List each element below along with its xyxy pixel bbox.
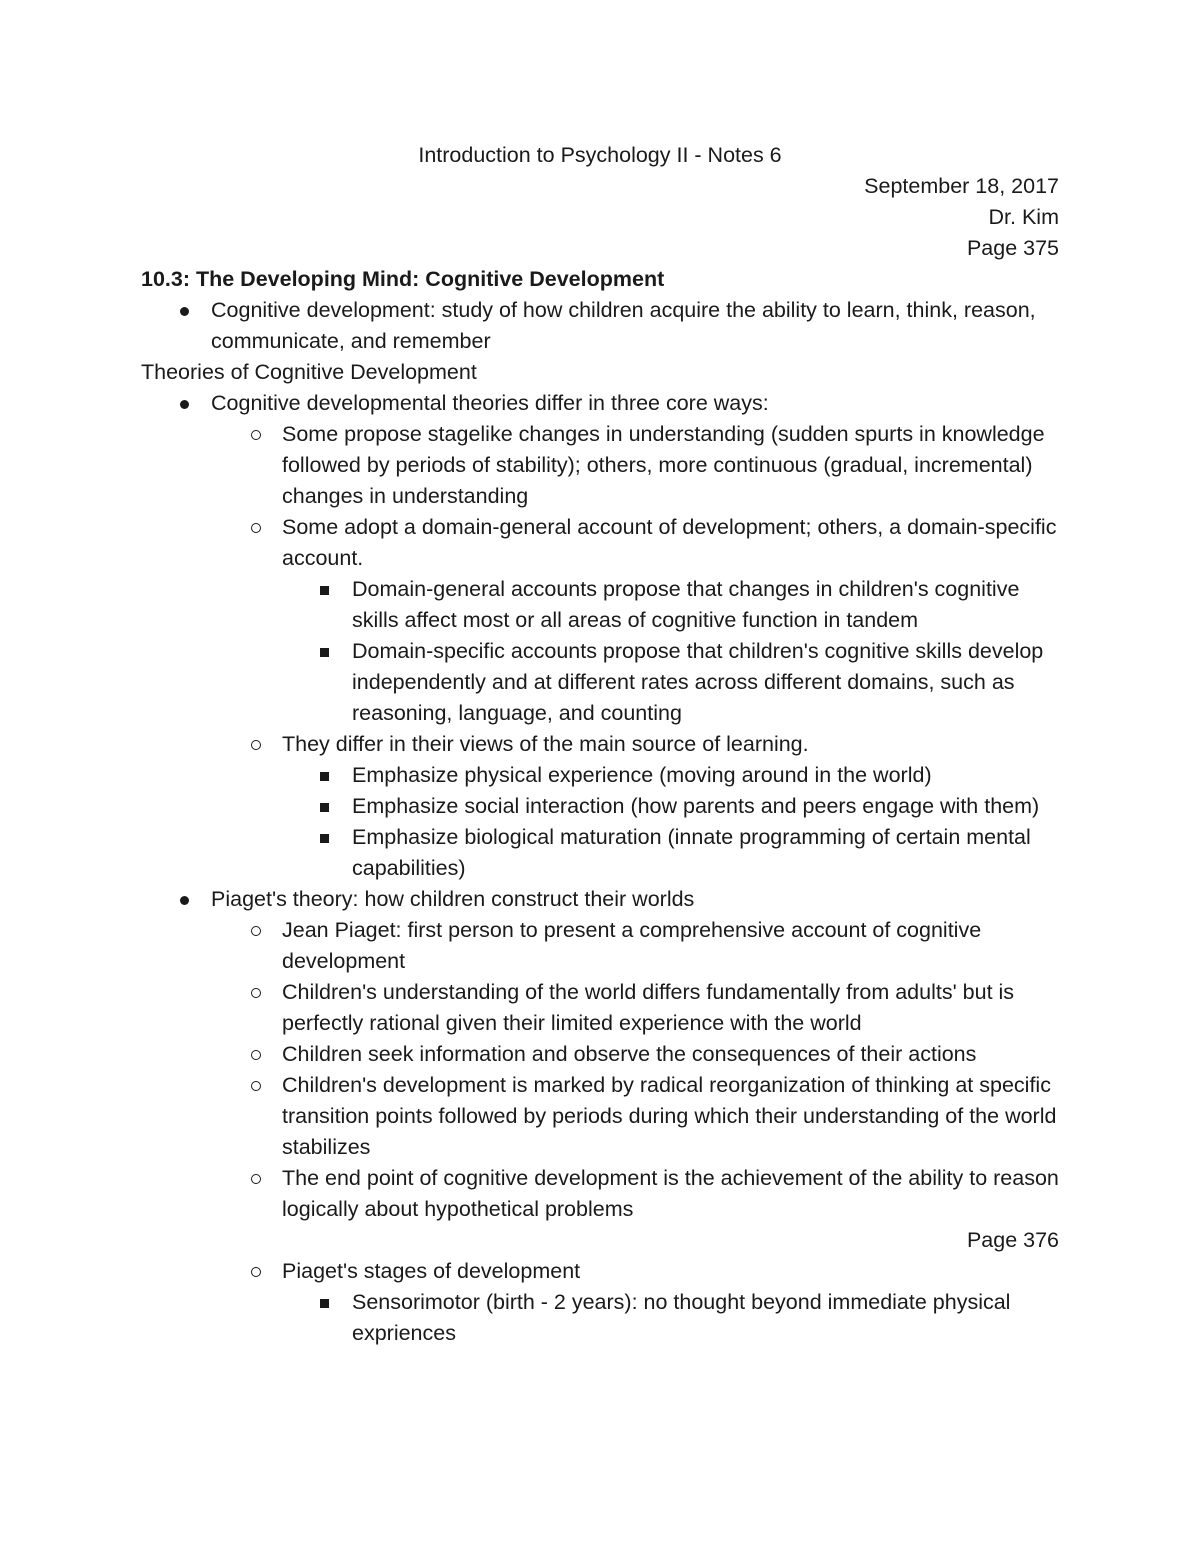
hollow-bullet-icon [251,1174,261,1184]
page-number: Page 375 [966,236,1059,260]
list-item-text: Emphasize social interaction (how parents and peers engage with them) [352,794,1040,818]
hollow-bullet-icon [251,430,261,440]
stages-container [141,1256,1059,1349]
list-item-text: Children's development is marked by radical reorganization of thinking at specific transition points followed by periods during which their understanding of the world stabilizes [282,1073,1057,1159]
list-item-text: Piaget's stages of development [282,1259,581,1283]
notes-body [141,140,1059,1349]
intro-list [141,295,1059,357]
list-item-text: Domain-specific accounts propose that children's cognitive skills develop independently and at different rates across different domains, such as reasoning, language, and counting [352,639,1044,725]
list-item [211,1070,1059,1163]
square-bullet-icon [320,803,329,812]
list-item-text: Children's understanding of the world differs fundamentally from adults' but is perfectly rational given their limited experience with the world [282,980,1015,1035]
list-item [211,1256,1059,1349]
page-number: Page 376 [966,1228,1059,1252]
document-date: September 18, 2017 [864,174,1059,198]
list-item [282,574,1059,636]
list-item-text: Cognitive development: study of how children acquire the ability to learn, think, reason, communicate, and remember [211,298,1036,353]
stages-wrapper [141,1256,1059,1349]
filled-bullet-icon [180,896,189,905]
list-item [282,791,1059,822]
list-item-text: Emphasize biological maturation (innate programming of certain mental capabilities) [352,825,1031,880]
hollow-bullet-icon [251,523,261,533]
list-item [141,884,1059,1225]
square-bullet-icon [320,834,329,843]
theories-list [141,388,1059,1225]
list-item [282,1287,1059,1349]
square-bullet-icon [320,1299,329,1308]
sub-sub-list [282,574,1059,729]
list-item-text: Children seek information and observe the consequences of their actions [282,1042,977,1066]
square-bullet-icon [320,648,329,657]
list-item-text: The end point of cognitive development is the achievement of the ability to reason logically about hypothetical problems [282,1166,1059,1221]
sub-sub-list [282,1287,1059,1349]
subheading: Theories of Cognitive Development [141,360,477,384]
list-item [211,977,1059,1039]
document-title: Introduction to Psychology II - Notes 6 [418,143,782,167]
square-bullet-icon [320,586,329,595]
sub-list [141,1256,1059,1349]
list-item [141,388,1059,884]
list-item-text: Piaget's theory: how children construct their worlds [211,887,695,911]
filled-bullet-icon [180,307,189,316]
list-item [282,636,1059,729]
list-item [211,419,1059,512]
list-item-text: They differ in their views of the main source of learning. [282,732,809,756]
sub-sub-list [282,760,1059,884]
list-item [282,822,1059,884]
sub-list [211,419,1059,884]
list-item-text: Jean Piaget: first person to present a comprehensive account of cognitive development [282,918,982,973]
sub-list [211,915,1059,1225]
list-item [211,729,1059,884]
filled-bullet-icon [180,400,189,409]
hollow-bullet-icon [251,988,261,998]
hollow-bullet-icon [251,1267,261,1277]
list-item-text: Sensorimotor (birth - 2 years): no thought beyond immediate physical expriences [352,1290,1011,1345]
list-item [211,1163,1059,1225]
list-item [282,760,1059,791]
hollow-bullet-icon [251,1050,261,1060]
hollow-bullet-icon [251,926,261,936]
list-item-text: Some adopt a domain-general account of development; others, a domain-specific account. [282,515,1057,570]
square-bullet-icon [320,772,329,781]
hollow-bullet-icon [251,1081,261,1091]
list-item [211,1039,1059,1070]
list-item-text: Emphasize physical experience (moving around in the world) [352,763,932,787]
hollow-bullet-icon [251,740,261,750]
list-item-text: Cognitive developmental theories differ in three core ways: [211,391,769,415]
list-item [141,295,1059,357]
list-item [211,512,1059,729]
list-item-text: Domain-general accounts propose that changes in children's cognitive skills affect most or all areas of cognitive function in tandem [352,577,1020,632]
list-item-text: Some propose stagelike changes in understanding (sudden spurts in knowledge followed by periods of stability); others, more continuous (gradual, incremental) changes in understanding [282,422,1045,508]
section-heading: 10.3: The Developing Mind: Cognitive Development [141,267,665,291]
instructor-name: Dr. Kim [988,205,1059,229]
list-item [211,915,1059,977]
